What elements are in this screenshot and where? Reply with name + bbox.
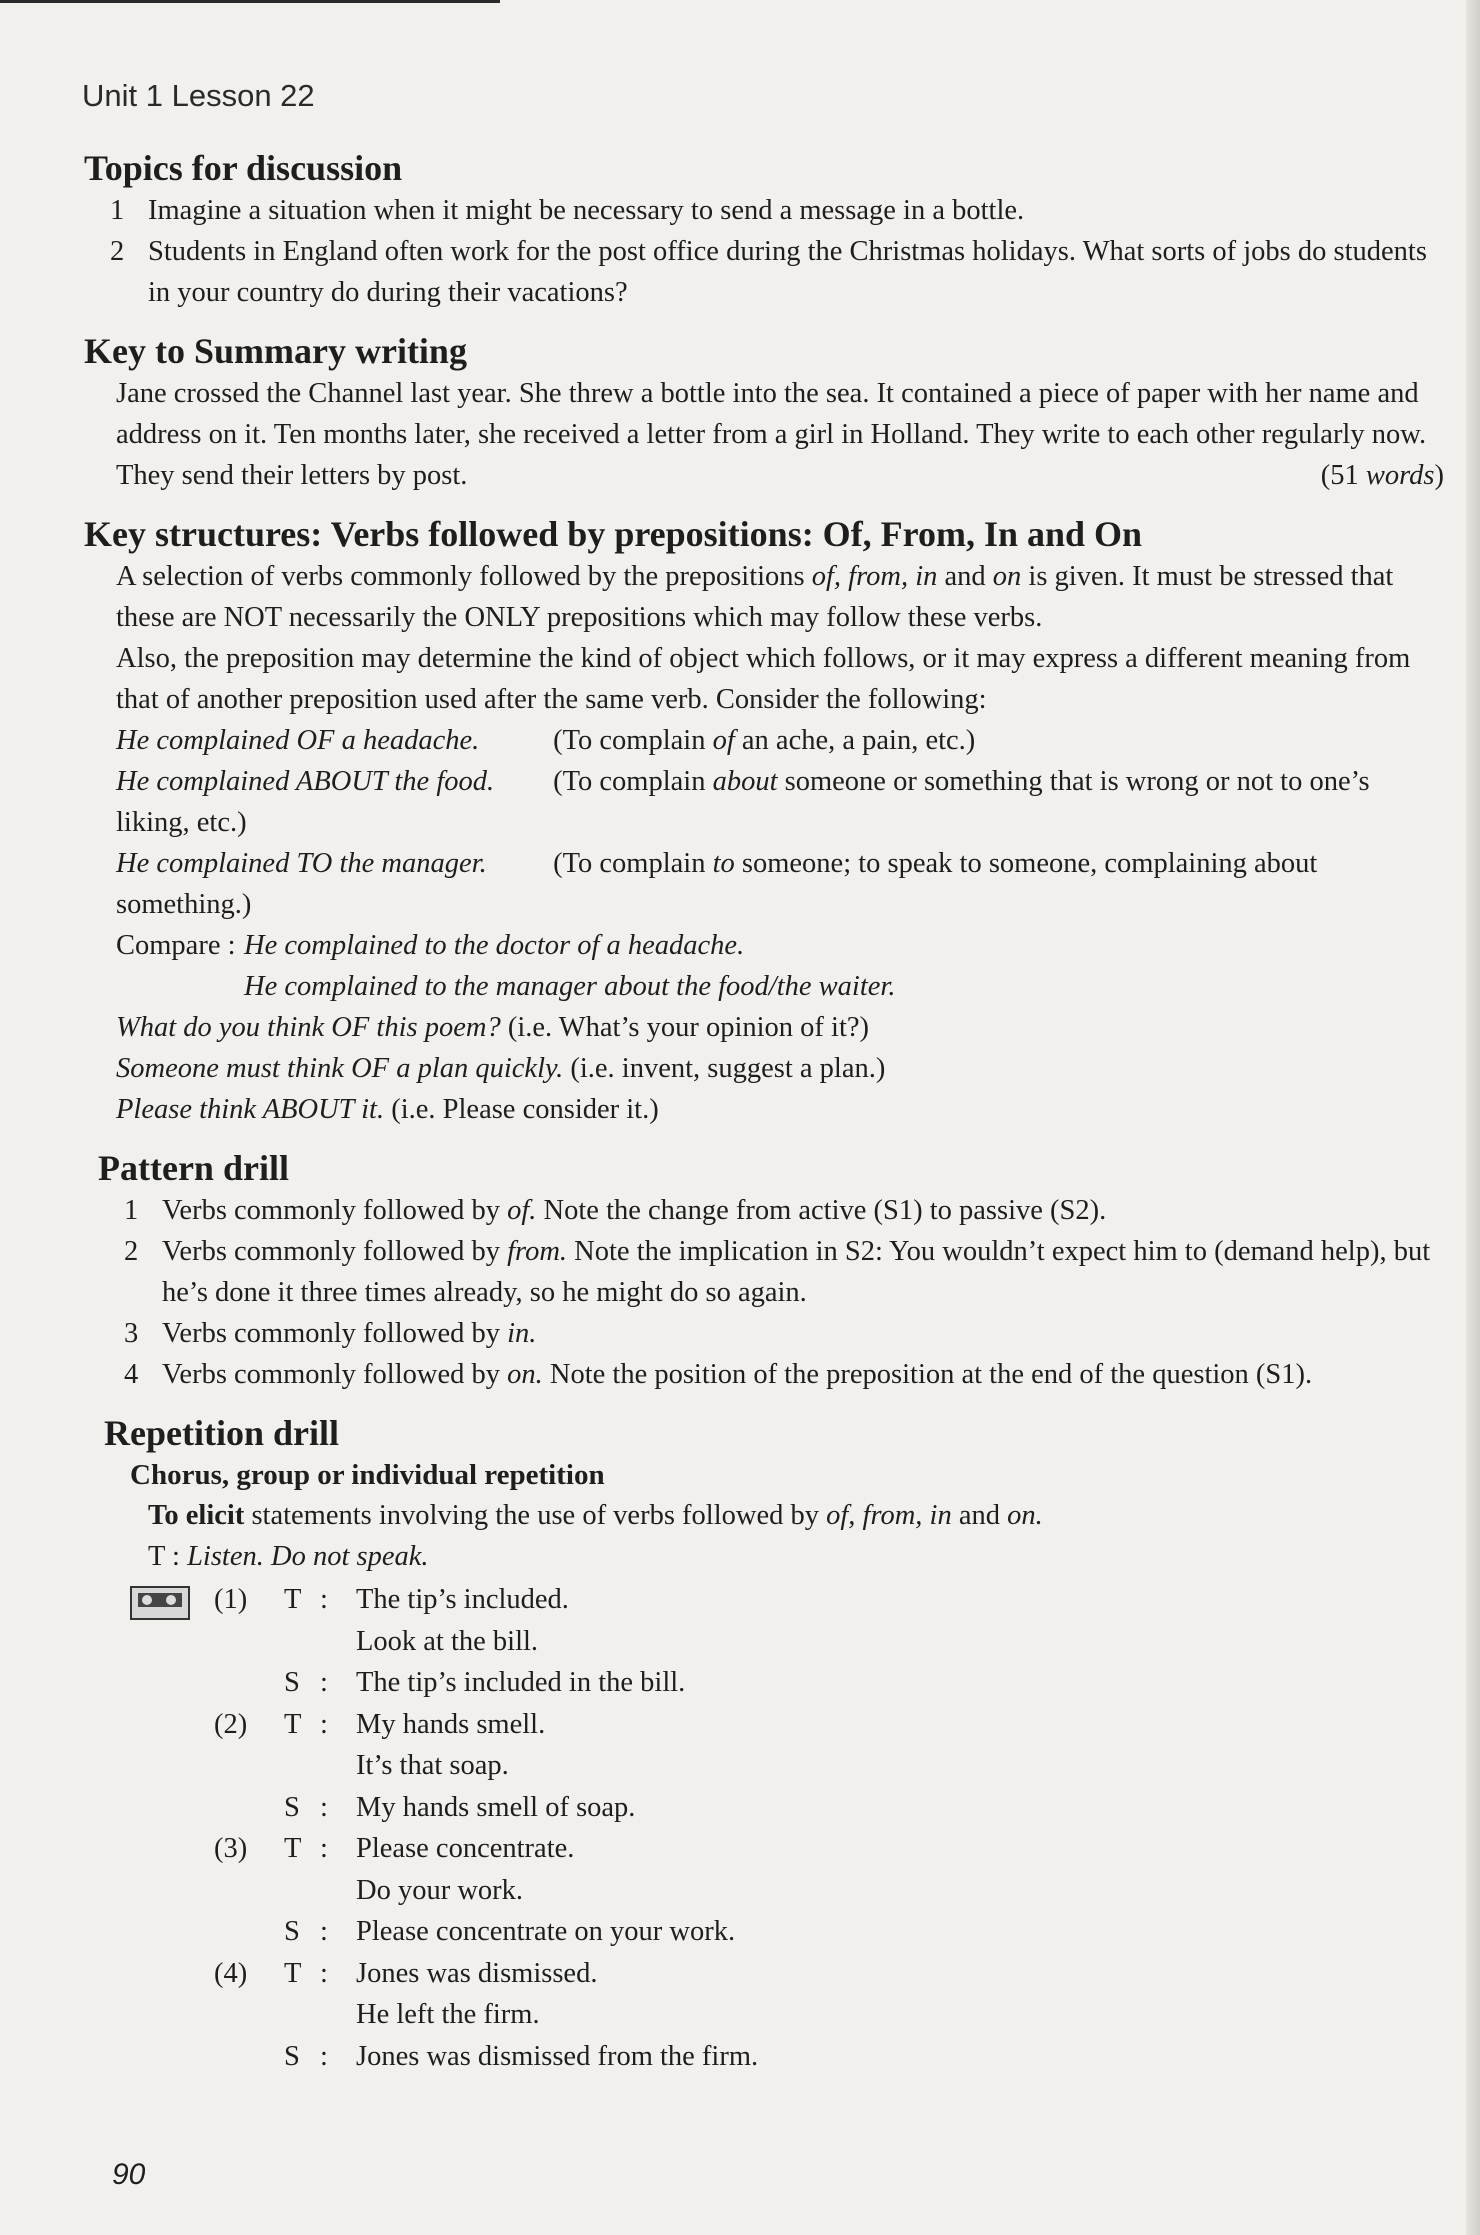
drill-text: He left the firm. (356, 1999, 540, 2031)
drill-colon: : (320, 1584, 328, 1616)
drill-row (130, 1745, 1444, 1787)
drill-number: (2) (214, 1708, 248, 1740)
drill-speaker: S (284, 1916, 300, 1948)
page-content (84, 146, 1444, 2093)
pattern-item: 3 Verbs commonly followed by in. (124, 1318, 537, 1349)
drill-number: (3) (214, 1833, 248, 1865)
repetition-section (84, 1411, 1444, 2077)
drill-row (130, 1621, 1444, 1663)
topic-item: 2 Students in England often work for the post office during the Christmas holidays. What sorts of jobs do students in your country do during their vacations? (110, 236, 1427, 308)
example-complain-about: He complained ABOUT the food. (To complain about someone or something that is wrong or not to one’s liking, etc.) (116, 766, 1370, 838)
drill-row (130, 1911, 1444, 1953)
drill-row (130, 2036, 1444, 2078)
drill-number: (4) (214, 1957, 248, 1989)
drill-row (130, 1953, 1444, 1995)
compare-line: Compare : He complained to the doctor of a headache. (116, 930, 745, 961)
teacher-instruction: T : Listen. Do not speak. (148, 1541, 429, 1572)
drill-list (130, 1579, 1444, 2077)
word-count: (51 words) (1320, 460, 1444, 491)
drill-text: Jones was dismissed from the firm. (356, 2040, 759, 2072)
summary-text: Jane crossed the Channel last year. She threw a bottle into the sea. It contained a piece of paper with her name and address on it. Ten months later, she received a letter from a girl in Holland. They write to each other regularly now. They send their letters by post. (51 words) (84, 373, 1444, 496)
drill-colon: : (320, 1708, 328, 1740)
example-think-about: Please think ABOUT it. (i.e. Please consider it.) (116, 1094, 659, 1125)
drill-text: Please concentrate on your work. (356, 1916, 736, 1948)
page-number: 90 (112, 2158, 146, 2191)
drill-text: The tip’s included in the bill. (356, 1667, 686, 1699)
drill-speaker: S (284, 1791, 300, 1823)
drill-colon: : (320, 1957, 328, 1989)
example-think-of-plan: Someone must think OF a plan quickly. (i.e. invent, suggest a plan.) (116, 1053, 886, 1084)
drill-row (130, 1787, 1444, 1829)
elicit-line: To elicit statements involving the use of verbs followed by of, from, in and on. (148, 1500, 1043, 1531)
drill-text: The tip’s included. (356, 1584, 569, 1616)
drill-text: My hands smell. (356, 1708, 546, 1740)
drill-text: Do your work. (356, 1874, 524, 1906)
repetition-subtitle: Chorus, group or individual repetition (130, 1459, 605, 1491)
structures-section (84, 512, 1444, 1130)
drill-speaker: S (284, 2040, 300, 2072)
top-rule (0, 0, 500, 3)
repetition-title: Repetition drill (104, 1413, 339, 1453)
example-complain-of: He complained OF a headache. (To complain of an ache, a pain, etc.) (116, 725, 976, 756)
drill-colon: : (320, 2040, 328, 2072)
summary-title: Key to Summary writing (84, 331, 467, 371)
drill-speaker: T (284, 1584, 302, 1616)
pattern-title: Pattern drill (98, 1148, 289, 1188)
drill-speaker: S (284, 1667, 300, 1699)
drill-colon: : (320, 1833, 328, 1865)
page-edge-shadow (1466, 0, 1480, 2235)
drill-colon: : (320, 1791, 328, 1823)
structures-intro: A selection of verbs commonly followed by the prepositions of, from, in and on is given. It must be stressed that these are NOT necessarily the ONLY prepositions which may follow these verbs. (116, 561, 1394, 633)
drill-speaker: T (284, 1833, 302, 1865)
compare-line-2: He complained to the manager about the food/the waiter. (244, 971, 896, 1002)
example-think-of-poem: What do you think OF this poem? (i.e. What’s your opinion of it?) (116, 1012, 870, 1043)
drill-row (130, 1994, 1444, 2036)
drill-row (130, 1579, 1444, 1621)
drill-colon: : (320, 1916, 328, 1948)
topics-title: Topics for discussion (84, 148, 403, 188)
repetition-body (104, 1455, 1444, 2077)
drill-speaker: T (284, 1957, 302, 1989)
cassette-icon (130, 1586, 190, 1620)
drill-text: It’s that soap. (356, 1750, 509, 1782)
drill-row (130, 1662, 1444, 1704)
pattern-item: 1 Verbs commonly followed by of. Note the change from active (S1) to passive (S2). (124, 1195, 1107, 1226)
drill-text: My hands smell of soap. (356, 1791, 636, 1823)
topics-section (84, 146, 1444, 313)
structures-para2: Also, the preposition may determine the kind of object which follows, or it may express a different meaning from that of another preposition used after the same verb. Consider the following: (116, 643, 1411, 715)
structures-title: Key structures: Verbs followed by prepositions: Of, From, In and On (84, 514, 1143, 554)
drill-text: Look at the bill. (356, 1625, 539, 1657)
pattern-section (84, 1146, 1444, 1395)
summary-section (84, 329, 1444, 496)
pattern-item: 2 Verbs commonly followed by from. Note the implication in S2: You wouldn’t expect him to (demand help), but he’s done it three times already, so he might do so again. (124, 1236, 1431, 1308)
drill-speaker: T (284, 1708, 302, 1740)
drill-number: (1) (214, 1584, 248, 1616)
topic-item: 1 Imagine a situation when it might be necessary to send a message in a bottle. (110, 195, 1025, 226)
drill-row (130, 1828, 1444, 1870)
pattern-item: 4 Verbs commonly followed by on. Note the position of the preposition at the end of the question (S1). (124, 1359, 1313, 1390)
example-complain-to: He complained TO the manager. (To complain to someone; to speak to someone, complaining about something.) (116, 848, 1318, 920)
drill-row (130, 1870, 1444, 1912)
drill-colon: : (320, 1667, 328, 1699)
drill-row (130, 1704, 1444, 1746)
drill-text: Jones was dismissed. (356, 1957, 598, 1989)
unit-lesson-header: Unit 1 Lesson 22 (82, 78, 315, 113)
drill-text: Please concentrate. (356, 1833, 575, 1865)
